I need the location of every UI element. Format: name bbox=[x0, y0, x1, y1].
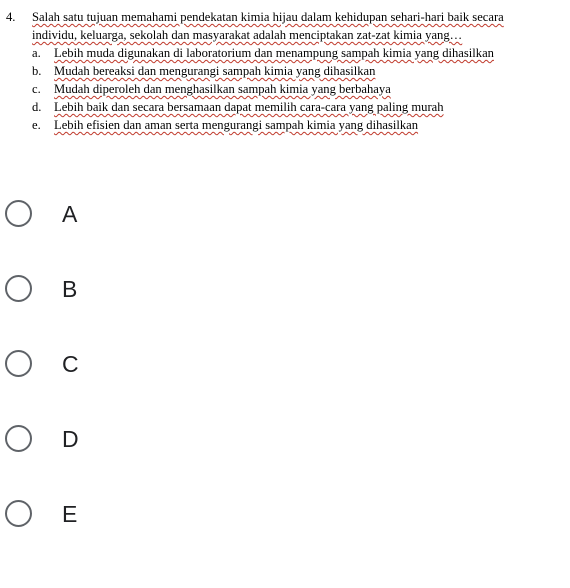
option-text: Mudah bereaksi dan mengurangi sampah kimia yang dihasilkan bbox=[54, 64, 376, 78]
option-text: Lebih muda digunakan di laboratorium dan menampung sampah kimia yang dihasilkan bbox=[54, 46, 494, 60]
choice-label-e[interactable]: E bbox=[62, 501, 78, 527]
option-text: Lebih baik dan secara bersamaan dapat memilih cara-cara yang paling murah bbox=[54, 100, 444, 114]
option-letter: d. bbox=[32, 100, 42, 114]
choice-label-c[interactable]: C bbox=[62, 351, 79, 377]
option-b bbox=[32, 62, 506, 80]
question-stem bbox=[6, 8, 506, 44]
option-a bbox=[32, 44, 506, 62]
option-letter: b. bbox=[32, 64, 42, 78]
option-letter: c. bbox=[32, 82, 41, 96]
option-c bbox=[32, 80, 506, 98]
question-number: 4. bbox=[6, 10, 16, 24]
radio-button-b[interactable] bbox=[5, 275, 32, 302]
choice-d[interactable] bbox=[0, 416, 570, 491]
option-d bbox=[32, 98, 506, 116]
option-text: Lebih efisien dan aman serta mengurangi sampah kimia yang dihasilkan bbox=[54, 118, 419, 132]
choice-c[interactable] bbox=[0, 341, 570, 416]
choice-e[interactable] bbox=[0, 491, 570, 566]
option-e bbox=[32, 116, 506, 134]
radio-button-c[interactable] bbox=[5, 350, 32, 377]
radio-button-a[interactable] bbox=[5, 200, 32, 227]
option-letter: a. bbox=[32, 46, 41, 60]
question-block bbox=[6, 8, 506, 134]
radio-button-d[interactable] bbox=[5, 425, 32, 452]
answer-choices bbox=[0, 191, 570, 566]
radio-button-e[interactable] bbox=[5, 500, 32, 527]
choice-b[interactable] bbox=[0, 266, 570, 341]
option-text: Mudah diperoleh dan menghasilkan sampah kimia yang berbahaya bbox=[54, 82, 391, 96]
choice-a[interactable] bbox=[0, 191, 570, 266]
question-text: Salah satu tujuan memahami pendekatan kimia hijau dalam kehidupan sehari-hari baik secara individu, keluarga, sekolah dan masyarakat adalah menciptakan zat-zat kimia yang… bbox=[32, 10, 504, 42]
option-letter: e. bbox=[32, 118, 41, 132]
choice-label-a[interactable]: A bbox=[62, 201, 78, 227]
choice-label-d[interactable]: D bbox=[62, 426, 79, 452]
choice-label-b[interactable]: B bbox=[62, 276, 78, 302]
